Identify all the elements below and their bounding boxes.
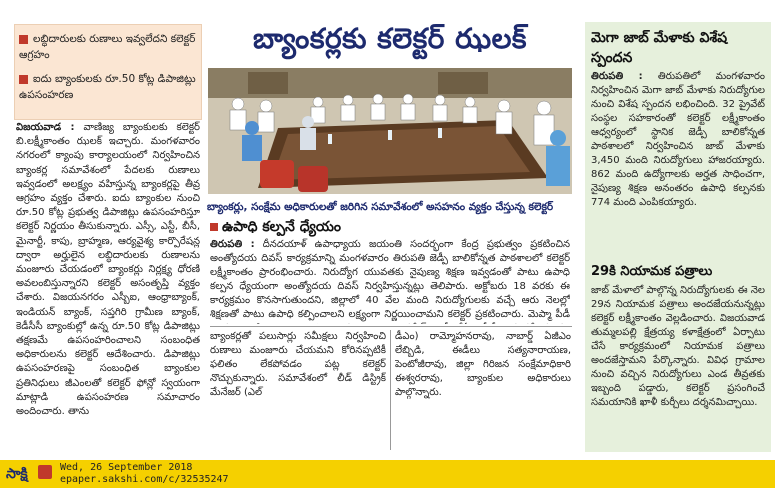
bullet-square-icon bbox=[210, 223, 218, 231]
dateline: తిరుపతి : bbox=[591, 71, 643, 82]
article-text: దీనదయాళ్ ఉపాధ్యాయ జయంతి సందర్భంగా కేంద్ర ప్రభుత్వం ప్రకటించిన అంత్యోదయ దివస్ కార్యక్రమాన్ని మంగళవారం తిరుపతి జెడ్పీ బాలికోన్నత పాఠశాలలో కలెక్టర్ లక్ష్మీకాంతం ప్రారంభించారు. నిరుద్యోగ యువతకు నైపుణ్య శిక్షణ ఇవ్వడంతో పాటు ఉపాధి కల్పన ధ్యేయంగా అంత్యోదయ దివస్ నిర్వహిస్తున్నట్లు తెలిపారు. అక్టోబరు 18 వరకు ఈ కార్యక్రమం కొనసాగుతుందని, జిల్లాలో 40 వేల మంది నిరుద్యోగులకు వచ్చే ఆరు నెలల్లో శిక్షణతో పాటు ఉపాధి కల్పించాలని లక్ష్యంగా నిర్ణయించామని కలెక్టర్ ప్రకటించారు. మెప్మా పీడీ bbox=[210, 239, 570, 320]
photo-caption: బ్యాంకర్లు, సంక్షేమ అధికారులతో జరిగిన సమావేశంలో అసహనం వ్యక్తం చేస్తున్న కలెక్టర్ bbox=[207, 201, 554, 213]
epaper-footer bbox=[0, 460, 775, 488]
side-article-body-2: జాబ్ మేళాలో పాల్గొన్న నిరుద్యోగులకు ఈ నెల 29న నియామక పత్రాలు అందజేయనున్నట్లు కలెక్టర్ లక్ష్మీకాంతం వెల్లడించారు. విజయవాడ తుమ్మలపల్లి క్షేత్రయ్య కళాక్షేత్రంలో ఏర్పాటు చేసే కార్యక్రమంలో నియామక పత్రాలు అందజేస్తామని పేర్కొన్నారు. వివిధ గ్రామాల నుంచి వచ్చిన నిరుద్యోగులు ఎండ తీవ్రతకు ఇబ్బంది పడ్డారు, కలెక్టర్ ప్రసంగించే సమయానికి ఖాళీ కుర్చీలు దర్శనమిచ్చాయి. bbox=[591, 285, 765, 408]
bullet-square-icon bbox=[19, 35, 28, 44]
main-article-body bbox=[16, 121, 200, 456]
bullet-square-icon bbox=[19, 75, 28, 84]
column-divider bbox=[390, 330, 391, 450]
side-article-headline: మెగా జాబ్ మేళాకు విశేష స్పందన bbox=[591, 30, 728, 66]
sub-article-body bbox=[210, 238, 570, 324]
side-article-body bbox=[591, 70, 765, 260]
meeting-photo-illustration bbox=[208, 68, 572, 194]
summary-bullet-text: లబ్ధిదారులకు రుణాలు ఇవ్వలేదని కలెక్టర్ ఆగ్రహం bbox=[19, 33, 196, 61]
article-text: తిరుపతిలో మంగళవారం నిర్వహించిన మెగా జాబ్ మేళాకు నిరుద్యోగుల నుంచి విశేష స్పందన లభించింది. 32 ప్రైవేట్ సంస్థల సహకారంతో కలెక్టర్ లక్ష్మీకాంతం ఆధ్వర్యంలో స్థానిక జెడ్పీ బాలికోన్నత పాఠశాలలో నిర్వహించిన జాబ్ మేళాకు 3,450 మంది నిరుద్యోగులు హాజరయ్యారు. 862 మంది ఉద్యోగాలకు అర్హత సాధించగా, నైపుణ్య శిక్షణ అనంతరం ఉపాధి కల్పనకు 774 మంది ఎంపికయ్యారు. bbox=[591, 71, 765, 208]
logo-badge-icon bbox=[38, 465, 52, 479]
summary-bullet-text: ఐదు బ్యాంకులకు రూ.50 కోట్ల డిపాజిట్లు ఉపసంహరణ bbox=[19, 73, 196, 101]
sub-article-headline bbox=[210, 219, 410, 238]
column-divider bbox=[210, 326, 572, 327]
meeting-photo bbox=[208, 68, 572, 194]
article-text: వాణిజ్య బ్యాంకులకు కలెక్టర్ బి.లక్ష్మీకాంతం ఝలక్ ఇచ్చారు. మంగళవారం నగరంలో క్యాంపు కార్యాలయంలో నిర్వహించిన బ్యాంకర్ల సమావేశంలో పేదలకు రుణాలు ఇవ్వడంలో అలక్ష్యం వహిస్తున్న బ్యాంకర్లపై తీవ్ర ఆగ్రహం వ్యక్తం చేశారు. ఐదు బ్యాంకుల నుంచి రూ.50 కోట్ల ప్రభుత్వ డిపాజిట్లు ఉపసంహరిస్తూ కలెక్టర్ నిర్ణయం తీసుకున్నారు. ఎస్సీ, ఎస్టీ, బీసీ, మైనార్టీ, కాపు, బ్రాహ్మణ, ఆర్యవైశ్య కార్పొరేషన్ల ద్వారా అర్హులైన లబ్ధిదారులకు రుణాలను మంజూరు చేయడంలో బ్యాంకర్లు నిర్లక్ష్య ధోరణి అవలంబిస్తున్నారని కలెక్టర్ అసంతృప్తి వ్యక్తం చేశారు. విజయనగరం ఎస్బీఐ, ఆంధ్రాబ్యాంక్, ఇండియన్ బ్యాంక్, సప్తగిరి గ్రామీణ బ్యాంక్, కెడీసీసీ బ్యాంకుల్లో ఉన్న రూ.50 కోట్ల డిపాజిట్లు తక్షణమే ఉపసంహరించాలని సంబంధిత అధికారులను కలెక్టర్ ఆదేశించారు. డిపాజిట్లు ఉపసంహరణపై సంబంధిత బ్యాంకుల ప్రతినిధులు జీఎంలతో కలెక్టర్ ఫోన్లో స్వయంగా మాట్లాడి ఉపసంహరణ సమాచారం అందించారు. తాను bbox=[16, 122, 200, 418]
main-headline: బ్యాంకర్లకు కలెక్టర్ ఝలక్ bbox=[252, 22, 528, 55]
main-article-continuation-1: బ్యాంకర్లతో పలుసార్లు సమీక్షలు నిర్వహించి రుణాలు మంజూరు చేయమని కోరినప్పటికీ ఫలితం లేకపోవడం పట్ల కలెక్టర్ నొచ్చుకున్నారు. సమావేశంలో లీడ్ డిస్ట్రిక్ మేనేజర్ (ఎల్ bbox=[210, 331, 386, 398]
main-article-continuation-2: డీఎం) రామ్మోహనరావు, నాబార్డ్ ఏజీఎం లేబ్బిడి, ఈడీలు సత్యనారాయణ, పెంటోజీరావు, జిల్లా గిరిజన సంక్షేమాధికారి ఈశ్వరరావు, బ్యాంకుల అధికారులు పాల్గొన్నారు. bbox=[395, 331, 571, 398]
dateline: విజయవాడ : bbox=[16, 122, 75, 133]
side-article-subhead: 29కి నియామక పత్రాలు bbox=[591, 264, 713, 279]
summary-bullet-2 bbox=[19, 71, 201, 103]
summary-box bbox=[14, 24, 202, 120]
dateline: తిరుపతి : bbox=[210, 239, 255, 250]
sub-article-title: ఉపాధి కల్పనే ధ్యేయం bbox=[222, 219, 342, 235]
sakshi-logo[interactable]: సాక్షి bbox=[6, 466, 28, 482]
edition-date: Wed, 26 September 2018 bbox=[60, 462, 193, 473]
side-article-panel bbox=[585, 22, 771, 452]
epaper-url[interactable]: epaper.sakshi.com/c/32535247 bbox=[60, 474, 229, 485]
summary-bullet-1 bbox=[19, 31, 201, 63]
